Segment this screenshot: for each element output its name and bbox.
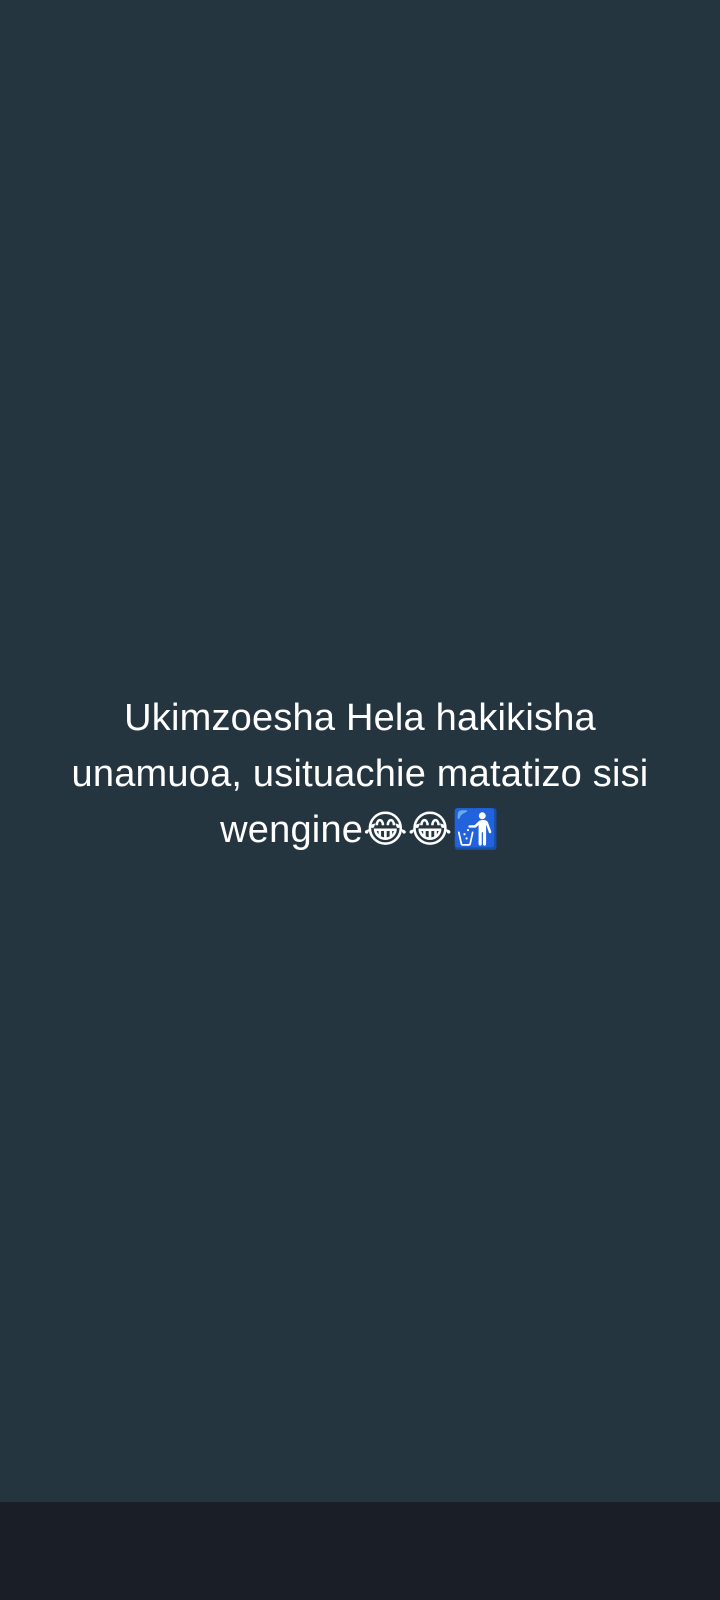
system-navigation-bar (0, 1502, 720, 1600)
status-text: Ukimzoesha Hela hakikisha unamuoa, usituachie matatizo sisi wengine😂😂🚮 (71, 697, 660, 851)
